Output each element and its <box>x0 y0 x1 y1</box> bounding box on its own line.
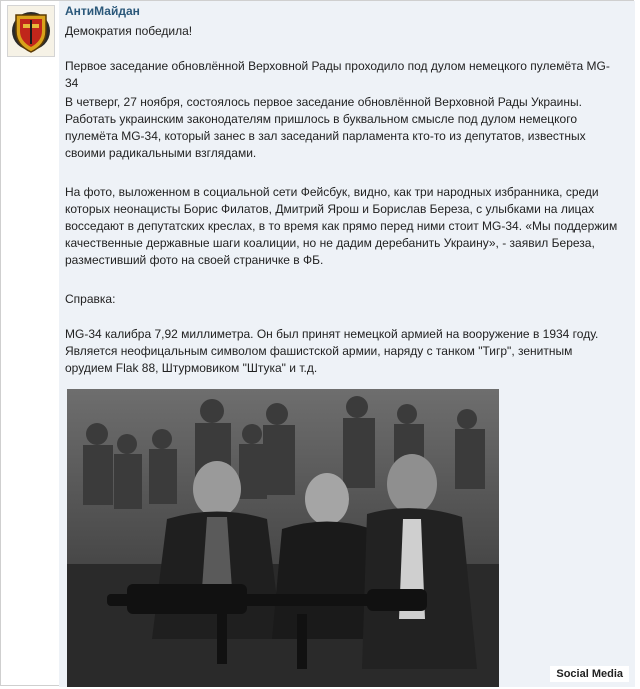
post-paragraph: Справка: <box>65 292 116 306</box>
avatar[interactable] <box>7 5 55 57</box>
watermark-label: Social Media <box>550 666 629 682</box>
post-paragraph: MG-34 калибра 7,92 миллиметра. Он был принят немецкой армией на вооружение в 1934 году. Является неофицальным символом фашистской армии, наряду с танком "Тигр", зенитным орудием Flak 88, Штурмовиком "Штука" и т.д. <box>65 327 599 375</box>
post-paragraph: В четверг, 27 ноября, состоялось первое заседание обновлённой Верховной Рады Украины. Работать украинским законодателям пришлось в буквальном смысле под дулом немецкого пулемёта MG-34, который занес в зал заседаний парламента кто-то из депутатов, известных своими радикальными взглядами. <box>65 95 586 160</box>
post-photo[interactable] <box>67 389 499 687</box>
post-paragraph: Демократия победила! <box>65 24 193 38</box>
post-paragraph: На фото, выложенном в социальной сети Фейсбук, видно, как три народных избранника, среди которых неонацисты Борис Филатов, Дмитрий Ярош и Борислав Береза, с улыбками на лицах восседают в депутатских креслах, в то время как прямо перед ними стоит MG-34. «Мы поддержим качественные державные шаги коалиции, но не дадим деребанить Украину», - заявил Береза, разместивший фото на своей страничке в ФБ. <box>65 185 618 267</box>
parliament-photo-image <box>67 389 499 687</box>
post-body <box>59 1 635 687</box>
author-link[interactable]: АнтиМайдан <box>65 4 140 18</box>
shield-logo-icon <box>8 6 54 56</box>
post-paragraph: Первое заседание обновлённой Верховной Рады проходило под дулом немецкого пулемёта MG-34 <box>65 59 610 90</box>
